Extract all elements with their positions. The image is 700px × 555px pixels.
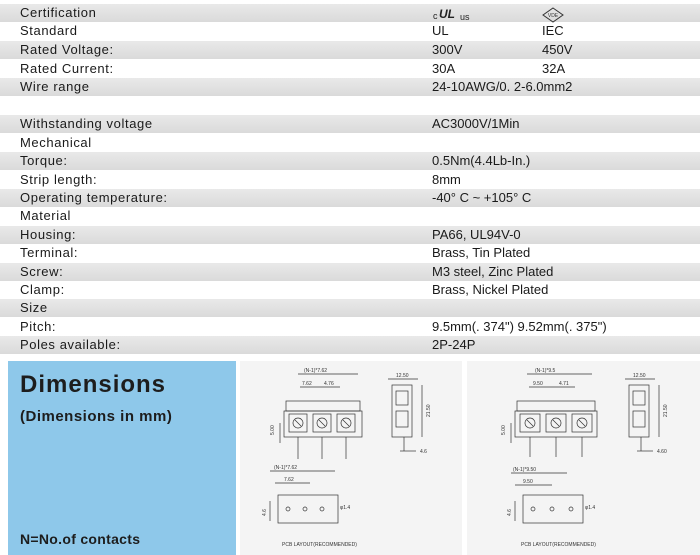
left-pcb-hole: φ1.4 xyxy=(340,505,351,511)
terminal-value: Brass, Tin Plated xyxy=(432,245,531,260)
row-certification xyxy=(0,4,700,22)
standard-iec-value: IEC xyxy=(542,23,564,38)
operating-temperature-label: Operating temperature: xyxy=(20,190,168,205)
rated-current-iec-value: 32A xyxy=(542,61,566,76)
housing-label: Housing: xyxy=(20,227,77,242)
terminal-label: Terminal: xyxy=(20,245,79,260)
left-dim-pitch-b: 4.76 xyxy=(324,381,334,387)
rated-voltage-ul-value: 300V xyxy=(432,42,463,57)
row-rated-current xyxy=(0,60,700,78)
right-pcb-hole: φ1.4 xyxy=(585,505,596,511)
right-dim-side-height: 21.50 xyxy=(663,404,669,417)
vde-mark-icon xyxy=(542,7,564,23)
wire-range-label: Wire range xyxy=(20,79,90,94)
material-heading: Material xyxy=(20,208,72,223)
left-pcb-dim-row: 4.6 xyxy=(262,509,268,516)
technical-drawing-9-5 xyxy=(467,361,700,555)
row-poles-available xyxy=(0,336,700,354)
standard-ul-value: UL xyxy=(432,23,449,38)
row-wire-range xyxy=(0,78,700,96)
left-dim-top: (N-1)*7.62 xyxy=(304,368,328,374)
right-pcb-caption: PCB LAYOUT(RECOMMENDED) xyxy=(521,542,596,548)
rated-current-ul-value: 30A xyxy=(432,61,456,76)
row-screw xyxy=(0,263,700,281)
row-mechanical xyxy=(0,134,700,152)
technical-drawing-7-62 xyxy=(240,361,462,555)
left-dim-side-bottom: 4.6 xyxy=(420,449,427,455)
poles-available-value: 2P-24P xyxy=(432,337,476,352)
torque-label: Torque: xyxy=(20,153,68,168)
rated-voltage-label: Rated Voltage: xyxy=(20,42,114,57)
left-dim-side-top: 12.50 xyxy=(396,373,409,379)
row-operating-temperature xyxy=(0,189,700,207)
ul-c-text: c xyxy=(433,11,438,21)
contacts-note: N=No.of contacts xyxy=(20,531,141,547)
right-dim-pitch-b: 4.71 xyxy=(559,381,569,387)
size-heading: Size xyxy=(20,300,48,315)
pitch-value: 9.5mm(. 374") 9.52mm(. 375") xyxy=(432,319,607,334)
drawing-panel-9-5 xyxy=(467,361,700,555)
torque-value: 0.5Nm(4.4Lb-In.) xyxy=(432,153,531,168)
dimensions-title: Dimensions xyxy=(20,371,167,398)
row-rated-voltage xyxy=(0,41,700,59)
row-housing xyxy=(0,226,700,244)
strip-length-label: Strip length: xyxy=(20,172,98,187)
screw-label: Screw: xyxy=(20,264,64,279)
row-pitch xyxy=(0,318,700,336)
row-torque xyxy=(0,152,700,170)
right-dim-side-bottom: 4.60 xyxy=(657,449,667,455)
left-dim-pitch-a: 7.62 xyxy=(302,381,312,387)
row-size xyxy=(0,299,700,317)
row-strip-length xyxy=(0,171,700,189)
row-withstanding-voltage xyxy=(0,115,700,133)
right-dim-height: 5.00 xyxy=(501,425,507,435)
ul-text: UL xyxy=(439,7,455,21)
rated-current-label: Rated Current: xyxy=(20,61,114,76)
certification-label: Certification xyxy=(20,5,97,20)
right-dim-side-top: 12.50 xyxy=(633,373,646,379)
row-material xyxy=(0,207,700,225)
dimensions-subtitle: (Dimensions in mm) xyxy=(20,408,173,425)
ul-us-text: us xyxy=(460,12,470,22)
left-pcb-dim-pitch: 7.62 xyxy=(284,477,294,483)
cULus-mark-icon xyxy=(432,6,480,22)
operating-temperature-value: -40° C ~ +105° C xyxy=(432,190,532,205)
right-pcb-dim-row: 4.6 xyxy=(507,509,513,516)
pitch-label: Pitch: xyxy=(20,319,57,334)
left-dim-side-height: 21.50 xyxy=(426,404,432,417)
row-standard xyxy=(0,22,700,40)
drawing-panel-7-62 xyxy=(240,361,462,555)
right-pcb-dim-top: (N-1)*9.50 xyxy=(513,467,537,473)
right-dim-pitch-a: 9.50 xyxy=(533,381,543,387)
standard-label: Standard xyxy=(20,23,78,38)
right-pcb-dim-pitch: 9.50 xyxy=(523,479,533,485)
left-pcb-caption: PCB LAYOUT(RECOMMENDED) xyxy=(282,542,357,548)
clamp-value: Brass, Nickel Plated xyxy=(432,282,549,297)
rated-voltage-iec-value: 450V xyxy=(542,42,573,57)
vde-text: VDE xyxy=(547,13,559,19)
row-terminal xyxy=(0,244,700,262)
strip-length-value: 8mm xyxy=(432,172,461,187)
dimensions-panel xyxy=(8,361,236,555)
housing-value: PA66, UL94V-0 xyxy=(432,227,521,242)
mechanical-heading: Mechanical xyxy=(20,135,92,150)
clamp-label: Clamp: xyxy=(20,282,65,297)
left-dim-height: 5.00 xyxy=(270,425,276,435)
right-dim-top: (N-1)*9.5 xyxy=(535,368,556,374)
row-clamp xyxy=(0,281,700,299)
screw-value: M3 steel, Zinc Plated xyxy=(432,264,554,279)
wire-range-value: 24-10AWG/0. 2-6.0mm2 xyxy=(432,79,573,94)
left-pcb-dim-top: (N-1)*7.62 xyxy=(274,465,298,471)
withstanding-voltage-label: Withstanding voltage xyxy=(20,116,153,131)
withstanding-voltage-value: AC3000V/1Min xyxy=(432,116,520,131)
poles-available-label: Poles available: xyxy=(20,337,121,352)
